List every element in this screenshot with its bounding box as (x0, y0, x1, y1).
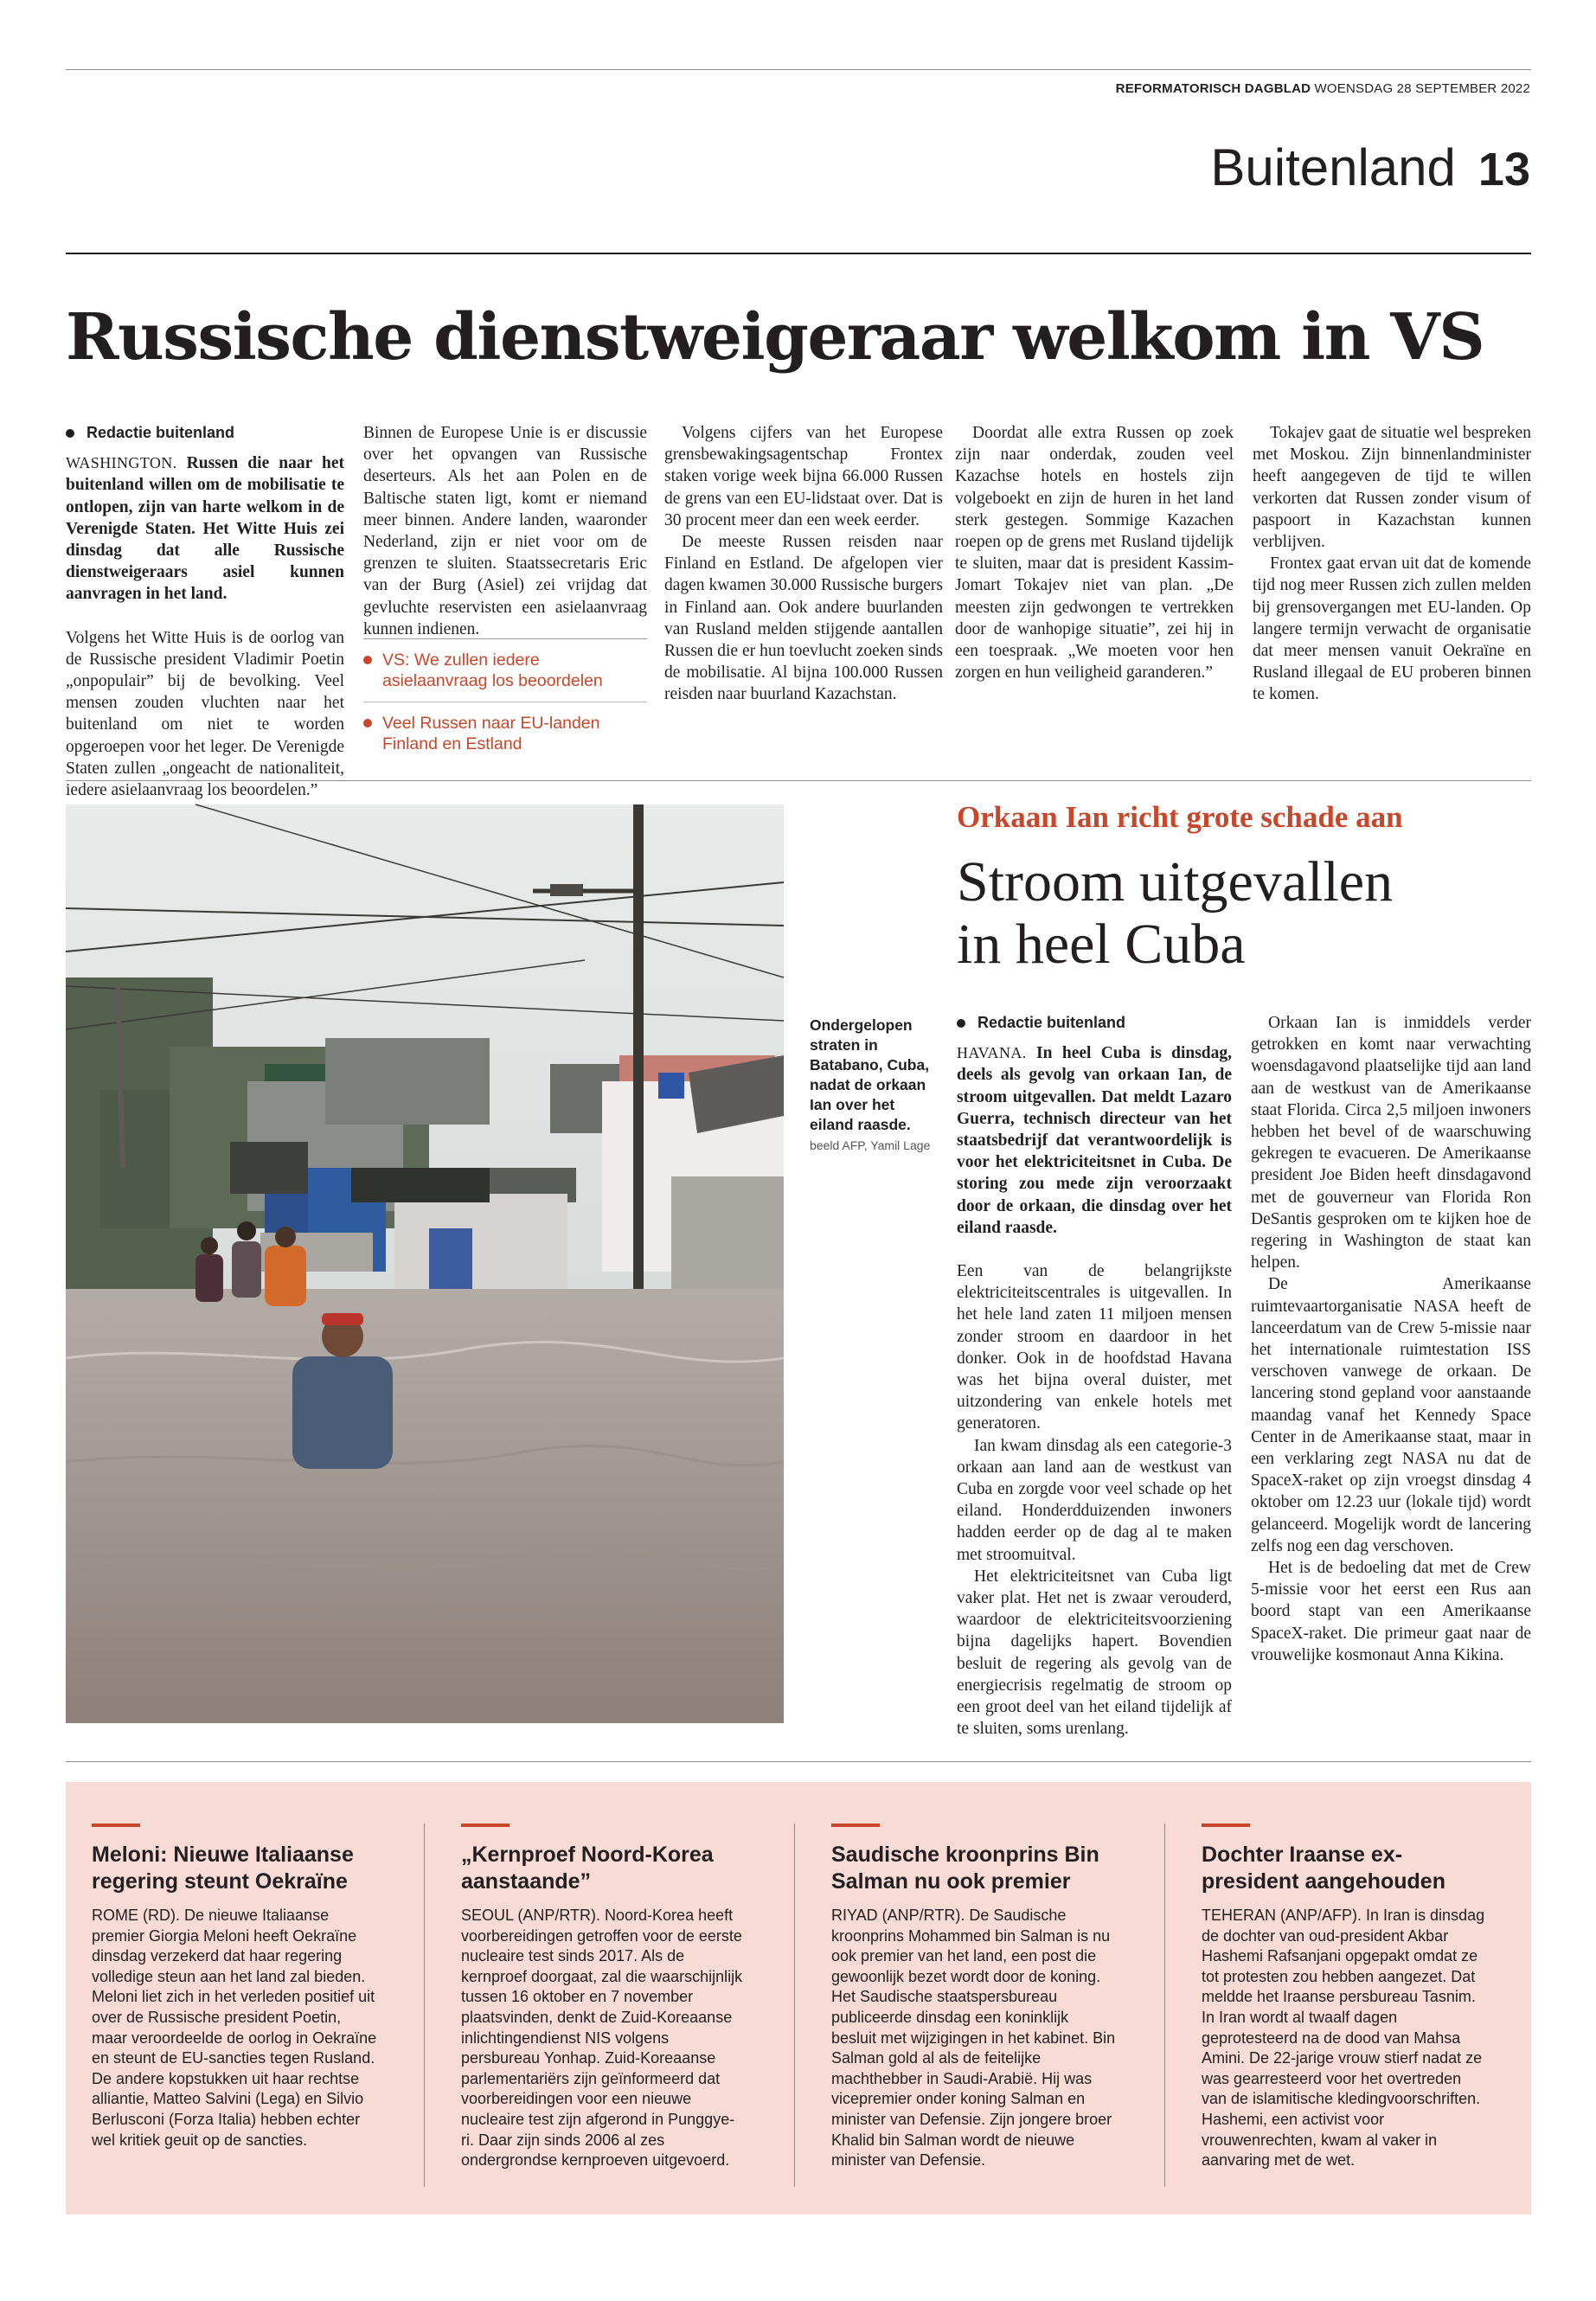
paper-name: REFORMATORISCH DAGBLAD (1115, 81, 1311, 96)
bullet-icon (957, 1019, 965, 1028)
article1-p1: Volgens het Witte Huis is de oorlog van de Russische president Vladimir Poetin „onpopulair” bij de bevolking. Veel mensen zouden vluchten naar het buitenland om niet te worden opgeroepen voor het leger. De Verenigde Staten zullen „ongeacht de nationaliteit, iedere asielaanvraag los beoordelen.” (66, 628, 344, 800)
pull-quote-1-text: VS: We zullen iedere asielaanvraag los beoordelen (382, 651, 603, 690)
article1-p3: Volgens cijfers van het Europese grensbewakingsagentschap Frontex staken vorige week bijna 66.000 Russen de grens van een EU-lidstaat over. Dat is 30 procent meer dan een week eerder. (664, 424, 943, 529)
brief-text: SEOUL (ANP/RTR). Noord-Korea heeft voorbereidingen getroffen voor de eerste nucleaire test sinds 2017. Als de kernproef doorgaat, zal die waarschijnlijk tussen 16 oktober en 7 november plaatsvinden, denkt de Zuid-Koreaanse inlichtingendienst NIS volgens persbureau Yonhap. Zuid-Koreaanse parlementariërs zijn geïnformeerd dat voorbereidingen voor een nieuwe nucleaire test zijn afgerond in Punggye-ri. Daar zijn sinds 2006 al zes ondergrondse kernproeven uitgevoerd. (461, 1907, 743, 2170)
page-number: 13 (1477, 144, 1530, 195)
article1-col2 (363, 422, 647, 638)
brief-item (1202, 1823, 1487, 2171)
brief-accent-bar (1202, 1823, 1250, 1827)
article2-p5: De Amerikaanse ruimtevaartorganisatie NASA heeft de lanceerdatum van de Crew 5-missie naar het internationale ruimtestation ISS verschoven vanwege de orkaan. De lancering stond gepland voor aanstaande maandag vanaf het Kennedy Space Center in de Amerikaanse staat, maar in een verklaring zegt NASA nu dat de SpaceX-raket op zijn vroegst dinsdag 4 oktober om 12.23 uur (lokale tijd) wordt gelanceerd. Mogelijk wordt de lancering zelfs nog een dag verschoven. (1251, 1275, 1531, 1555)
pull-quote-2 (363, 713, 647, 754)
article1-lead (66, 452, 344, 605)
pull-separator (363, 638, 647, 639)
flood-photo (66, 804, 784, 1723)
article2-p6: Het is de bedoeling dat met de Crew 5-missie voor het eerst een Rus aan boord stapt van een Amerikaanse SpaceX-raket. Die primeur gaat naar de vrouwelijke kosmonaut Anna Kikina. (1251, 1559, 1531, 1664)
bullet-icon (363, 719, 372, 727)
article1-col4 (955, 422, 1234, 683)
pull-quote-1 (363, 650, 647, 691)
section-header (1210, 138, 1530, 196)
brief-item (92, 1823, 377, 2150)
article2-p2: Ian kwam dinsdag als een categorie-3 orkaan aan land aan de westkust van Cuba en zorgde voor veel schade op het eiland. Honderdduizenden inwoners hadden eerder op de dag al te maken met stroomuitval. (957, 1436, 1232, 1564)
dateline: WASHINGTON. (66, 454, 177, 472)
pull-quotes (363, 638, 647, 754)
brief-title: Meloni: Nieuwe Italiaanse regering steunt Oekraïne (92, 1843, 354, 1894)
flood-photo-illustration (66, 804, 784, 1723)
caption-text: Ondergelopen straten in Batabano, Cuba, nadat de orkaan Ian over het eiland raasde. (810, 1016, 930, 1133)
news-briefs (66, 1782, 1531, 2214)
headline-line-1: Stroom uitgevallen (957, 850, 1394, 913)
article2-p1: Een van de belangrijkste elektriciteitscentrales is uitgevallen. In het hele land zaten 11 miljoen mensen zonder stroom en daardoor in het donker. Ook in de hoofdstad Havana was het bijna overal duister, met uitzondering van enkele hotels met generatoren. (957, 1262, 1232, 1433)
brief-text: TEHERAN (ANP/AFP). In Iran is dinsdag de dochter van oud-president Akbar Hashemi Rafsanjani opgepakt omdat ze tot protesten zou hebben aangezet. Dat meldde het Iraanse persbureau Tasnim. In Iran wordt al twaalf dagen geprotesteerd na de dood van Mahsa Amini. De 22-jarige vrouw stierf nadat ze was gearresteerd voor het overtreden van de islamitische kledingvoorschriften. Hashemi, een activist voor vrouwenrechten, kwam al vaker in aanvaring met de wet. (1202, 1907, 1485, 2170)
bullet-icon (363, 656, 372, 664)
article2-lead (957, 1042, 1232, 1239)
article1-col5 (1253, 422, 1531, 706)
brief-separator (424, 1823, 425, 2187)
article1-p7: Frontex gaat ervan uit dat de komende tijd nog meer Russen zich zullen melden bij grensovergangen met EU-landen. Op langere termijn verwacht de organisatie dat meer mensen vanuit Oekraïne en Rusland illegaal de EU proberen binnen te komen. (1253, 554, 1531, 704)
lead-text: Russen die naar het buitenland willen om de mobilisatie te ontlopen, zijn van harte welkom in de Verenigde Staten. Het Witte Huis zei dinsdag dat alle Russische dienstweigeraars asiel kunnen aanvragen in het land. (66, 454, 344, 604)
article2-col1 (957, 1012, 1232, 1740)
brief-accent-bar (831, 1823, 880, 1827)
article1-col3 (664, 422, 943, 706)
article1-headline: Russische dienstweigeraar welkom in VS (66, 300, 1484, 375)
article2-p4: Orkaan Ian is inmiddels verder getrokken en komt naar verwachting woensdagavond plaatselijke tijd aan land aan de westkust van de Amerikaanse staat Florida. Circa 2,5 miljoen inwoners hebben het bevel of de waarschuwing gekregen te evacueren. De Amerikaanse president Joe Biden heeft dinsdagavond met de gouverneur van Florida Ron DeSantis gesproken om te kijken hoe de regering in Washington de staat kan helpen. (1251, 1014, 1531, 1272)
article-divider (66, 780, 1531, 781)
article2-p3: Het elektriciteitsnet van Cuba ligt vaker plat. Het net is zwaar verouderd, waardoor de elektriciteitsvoorziening bijna dagelijks hapert. Bovendien besluit de regering als gevolg van de energiecrisis regelmatig de stroom op een groot deel van het eiland tijdelijk af te sluiten, soms urenlang. (957, 1567, 1232, 1739)
article2-byline (957, 1012, 1232, 1034)
brief-accent-bar (92, 1823, 140, 1827)
article1-p4: De meeste Russen reisden naar Finland en Estland. De afgelopen vier dagen kwamen 30.000 Russische burgers in Finland aan. Ook andere buurlanden van Rusland melden stijgende aantallen Russen die er hun toevlucht zoeken sinds de mobilisatie. Al bijna 100.000 Russen reisden naar buurland Kazachstan. (664, 533, 943, 704)
brief-separator (794, 1823, 795, 2187)
dateline: HAVANA. (957, 1044, 1027, 1062)
issue-date: WOENSDAG 28 SEPTEMBER 2022 (1314, 81, 1530, 96)
briefs-divider (66, 1761, 1531, 1762)
top-rule (66, 69, 1531, 70)
article2-col2 (1251, 1012, 1531, 1666)
article1-col1 (66, 422, 344, 800)
bullet-icon (66, 429, 74, 438)
masthead (1116, 81, 1530, 96)
pull-quote-2-text: Veel Russen naar EU-landen Finland en Estland (382, 714, 600, 753)
lead-text: In heel Cuba is dinsdag, deels als gevolg van orkaan Ian, de stroom uitgevallen. Dat meldt Lazaro Guerra, technisch directeur van het staatsbedrijf dat verantwoordelijk is voor het elektriciteitsnet in Cuba. De storing zou mede zijn veroorzaakt door de orkaan, die dinsdag over het eiland raasde. (957, 1044, 1233, 1237)
brief-text: RIYAD (ANP/RTR). De Saudische kroonprins Mohammed bin Salman is nu ook premier van het land, een post die gewoonlijk bezet wordt door de koning. Het Saudische staatspersbureau publiceerde dinsdag een koninklijk besluit met wijzigingen in het kabinet. Bin Salman gold al als de feitelijke machthebber in Saudi-Arabië. Hij was vicepremier onder koning Salman en minister van Defensie. Zijn jongere broer Khalid bin Salman wordt de nieuwe minister van Defensie. (831, 1907, 1116, 2170)
brief-title: Saudische kroonprins Bin Salman nu ook premier (831, 1843, 1099, 1894)
section-name: Buitenland (1210, 138, 1456, 196)
article1-byline (66, 422, 344, 444)
brief-item (461, 1823, 747, 2171)
article1-p6: Tokajev gaat de situatie wel bespreken met Moskou. Zijn binnenlandminister heeft aangegeven de tijd te willen verkorten dat Russen zonder visum of paspoort in Kazachstan kunnen verblijven. (1253, 424, 1531, 552)
byline-text: Redactie buitenland (977, 1014, 1126, 1031)
article2-headline (957, 851, 1393, 976)
brief-accent-bar (461, 1823, 510, 1827)
brief-title: „Kernproef Noord-Korea aanstaande” (461, 1843, 714, 1894)
article1-p5: Doordat alle extra Russen op zoek zijn naar onderdak, zouden veel Kazachse hotels en hostels zijn volgeboekt en zijn de huren in het land sterk gestegen. Sommige Kazachen roepen op de grens met Rusland tijdelijk te sluiten, maar dat is president Kassim-Jomart Tokajev niet van plan. „De meesten zijn gedwongen te vertrekken door de wanhopige situatie”, zei hij in een toespraak. „We moeten voor hen zorgen en hun veiligheid garanderen.” (955, 424, 1234, 683)
brief-separator (1164, 1823, 1165, 2187)
brief-item (831, 1823, 1117, 2171)
brief-text: ROME (RD). De nieuwe Italiaanse premier Giorgia Meloni heeft Oekraïne dinsdag verzekerd dat haar regering volledige steun aan het land zal bieden. Meloni liet zich in het verleden positief uit over de Russische president Poetin, maar veroordeelde de oorlog in Oekraïne en steunt de EU-sancties tegen Rusland. De andere kopstukken uit haar rechtse alliantie, Matteo Salvini (Lega) en Silvio Berlusconi (Forza Italia) hebben echter wel kritiek geuit op de sancties. (92, 1907, 377, 2149)
photo-caption (810, 1016, 931, 1156)
section-rule (66, 253, 1531, 254)
brief-title: Dochter Iraanse ex-president aangehouden (1202, 1843, 1445, 1894)
photo-credit: beeld AFP, Yamil Lage (810, 1138, 931, 1152)
article2-kicker: Orkaan Ian richt grote schade aan (957, 800, 1403, 834)
byline-text: Redactie buitenland (87, 424, 235, 441)
article1-p2: Binnen de Europese Unie is er discussie over het opvangen van Russische deserteurs. Als het aan Polen en de Baltische staten ligt, komt er niemand meer binnen. Andere landen, waaronder Nederland, zijn er niet voor om de grenzen te sluiten. Staatssecretaris Eric van der Burg (Asiel) zei vrijdag dat gevluchte reservisten een asielaanvraag kunnen indienen. (363, 424, 647, 638)
headline-line-2: in heel Cuba (957, 913, 1246, 976)
